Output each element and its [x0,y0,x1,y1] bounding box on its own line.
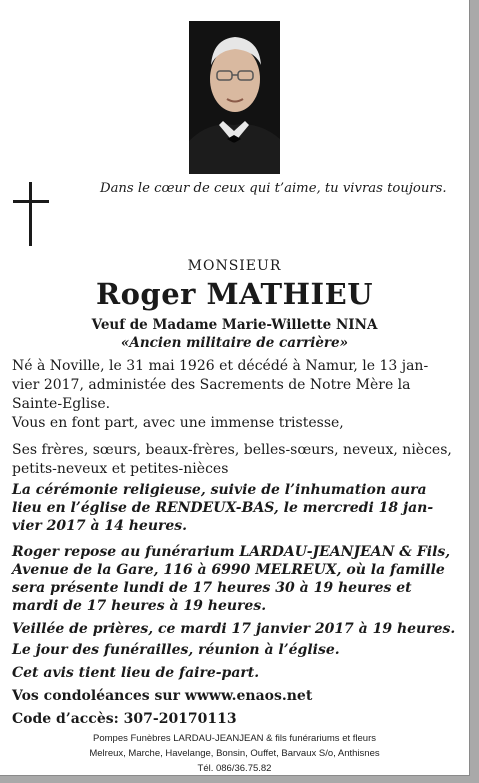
text-line: mardi de 17 heures à 19 heures. [12,598,267,614]
honorific: MONSIEUR [187,258,282,274]
text-line: vier 2017, administée des Sacrements de Notre Mère la [12,377,411,393]
text-line: Cet avis tient lieu de faire-part. [12,665,260,681]
text-line: Né à Noville, le 31 mai 1926 et décédé à Namur, le 13 jan- [12,358,429,374]
funeral-day-line [12,641,462,659]
condolences-line [12,687,462,705]
birth-paragraph [12,357,462,433]
funerarium-paragraph [12,543,462,615]
notice-line [12,664,462,682]
text-line: La cérémonie religieuse, suivie de l’inhumation aura [12,482,427,498]
spouse-line: Veuf de Madame Marie-Willette NINA [91,317,378,333]
ceremony-paragraph [12,481,462,535]
portrait-photo [189,21,280,174]
cross-icon [13,182,49,246]
footer-company: Pompes Funèbres LARDAU-JEANJEAN & fils funérariums et fleurs [93,733,376,744]
text-line: sera présente lundi de 17 heures 30 à 19 heures et [12,580,412,596]
text-line: Le jour des funérailles, réunion à l’église. [12,642,340,658]
family-paragraph [12,441,462,479]
career-line: «Ancien militaire de carrière» [120,335,349,351]
vigil-line [12,620,462,638]
text-line: Code d’accès: 307-20170113 [12,711,237,727]
footer-phone: Tél. 086/36.75.82 [197,763,272,774]
footer-locations: Melreux, Marche, Havelange, Bonsin, Ouffet, Barvaux S/o, Anthisnes [89,748,380,759]
text-line: lieu en l’église de RENDEUX-BAS, le mercredi 18 jan- [12,500,434,516]
deceased-name: Roger MATHIEU [95,277,373,311]
text-line: Ses frères, sœurs, beaux-frères, belles-sœurs, neveux, nièces, [12,442,452,458]
text-line: Vos condoléances sur wwww.enaos.net [12,688,313,704]
text-line: Avenue de la Gare, 116 à 6990 MELREUX, où la famille [12,562,445,578]
access-code-line [12,710,462,728]
text-line: Sainte-Eglise. [12,396,111,412]
epitaph: Dans le cœur de ceux qui t’aime, tu vivras toujours. [100,181,447,196]
text-line: Roger repose au funérarium LARDAU-JEANJEAN & Fils, [12,544,451,560]
announce-line: Vous en font part, avec une immense tristesse, [12,415,344,431]
text-line: Veillée de prières, ce mardi 17 janvier 2017 à 19 heures. [12,621,456,637]
text-line: vier 2017 à 14 heures. [12,518,188,534]
text-line: petits-neveux et petites-nièces [12,461,229,477]
